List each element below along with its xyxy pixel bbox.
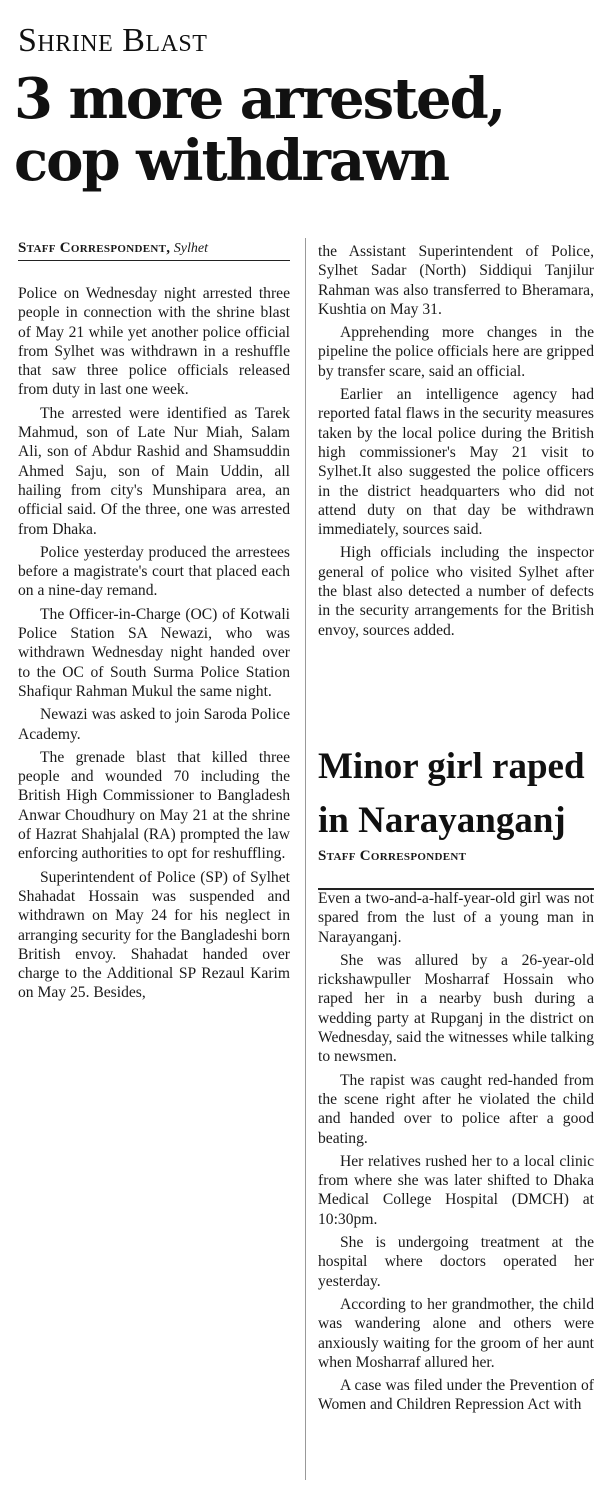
paragraph: Apprehending more changes in the pipeline the police officials here are gripped by transfer scare, said an official.: [318, 324, 594, 380]
paragraph: Earlier an intelligence agency had reported fatal flaws in the security measures taken by the local police during the British high commissioner's May 21 visit to Sylhet.It also suggested the police officers in the district headquarters who did not attend duty on that day be withdrawn immediately, sources said.: [318, 386, 594, 539]
paragraph: The Officer-in-Charge (OC) of Kotwali Police Station SA Newazi, who was withdrawn Wednesday night handed over to the OC of South Surma Police Station Shafiqur Rahman Mukul the same night.: [18, 605, 290, 700]
story-headline: 3 more arrested, cop withdrawn: [14, 66, 505, 194]
story-column-2-continued: [318, 242, 594, 644]
second-story-column: [318, 889, 594, 1419]
paragraph: She is undergoing treatment at the hospital where doctors operated her yesterday.: [318, 1234, 594, 1290]
paragraph: Even a two-and-a-half-year-old girl was not spared from the lust of a young man in Narayanganj.: [318, 890, 594, 946]
paragraph: Newazi was asked to join Saroda Police Academy.: [18, 706, 290, 743]
paragraph: A case was filed under the Prevention of Women and Children Repression Act with: [318, 1377, 594, 1414]
paragraph: Superintendent of Police (SP) of Sylhet Shahadat Hossain was suspended and withdrawn on May 24 for his neglect in arranging security for the Bangladeshi born British envoy. Shahadat handed over charge to the Additional SP Rezaul Karim on May 25. Besides,: [18, 868, 290, 1002]
paragraph: Police on Wednesday night arrested three people in connection with the shrine blast of May 21 while yet another police official from Sylhet was withdrawn in a reshuffle that saw three police officials released from duty in last one week.: [18, 285, 290, 399]
paragraph: According to her grandmother, the child was wandering alone and others were anxiously waiting for the groom of her aunt when Mosharraf allured her.: [318, 1295, 594, 1371]
paragraph: Her relatives rushed her to a local clinic from where she was later shifted to Dhaka Medical College Hospital (DMCH) at 10:30pm.: [318, 1152, 594, 1228]
paragraph: High officials including the inspector general of police who visited Sylhet after the blast also detected a number of defects in the security arrangements for the British envoy, sources added.: [318, 544, 594, 639]
story-kicker: Shrine Blast: [18, 22, 208, 59]
byline-name: Staff Correspondent,: [18, 240, 171, 256]
paragraph: The grenade blast that killed three people and wounded 70 including the British High Commissioner to Bangladesh Anwar Choudhury on May 21 at the shrine of Hazrat Shahjalal (RA) prompted the law enforcing authorities to opt for reshuffling.: [18, 748, 290, 863]
paragraph: the Assistant Superintendent of Police, Sylhet Sadar (North) Siddiqui Tanjilur Rahman was also transferred to Bheramara, Kushtia on May 31.: [318, 243, 594, 318]
column-divider: [305, 238, 306, 1480]
paragraph: The arrested were identified as Tarek Mahmud, son of Late Nur Miah, Salam Ali, son of Abdur Rashid and Shamsuddin Ahmed Saju, son of Main Uddin, all hailing from city's Munshipara area, an official said. Of the three, one was arrested from Dhaka.: [18, 404, 290, 538]
paragraph: She was allured by a 26-year-old rickshawpuller Mosharraf Hossain who raped her in a nearby bush during a wedding party at Rupganj in the district on Wednesday, said the witnesses while talking to newsmen.: [318, 951, 594, 1066]
story-column-1: [18, 284, 290, 1007]
byline-location: Sylhet: [173, 241, 208, 256]
second-story-headline: Minor girl raped in Narayanganj: [318, 746, 585, 841]
story-byline: [18, 240, 290, 261]
paragraph: The rapist was caught red-handed from the scene right after he violated the child and handed over to police after a good beating.: [318, 1071, 594, 1147]
second-story-byline: Staff Correspondent: [318, 848, 467, 864]
paragraph: Police yesterday produced the arrestees before a magistrate's court that placed each on a nine-day remand.: [18, 543, 290, 600]
